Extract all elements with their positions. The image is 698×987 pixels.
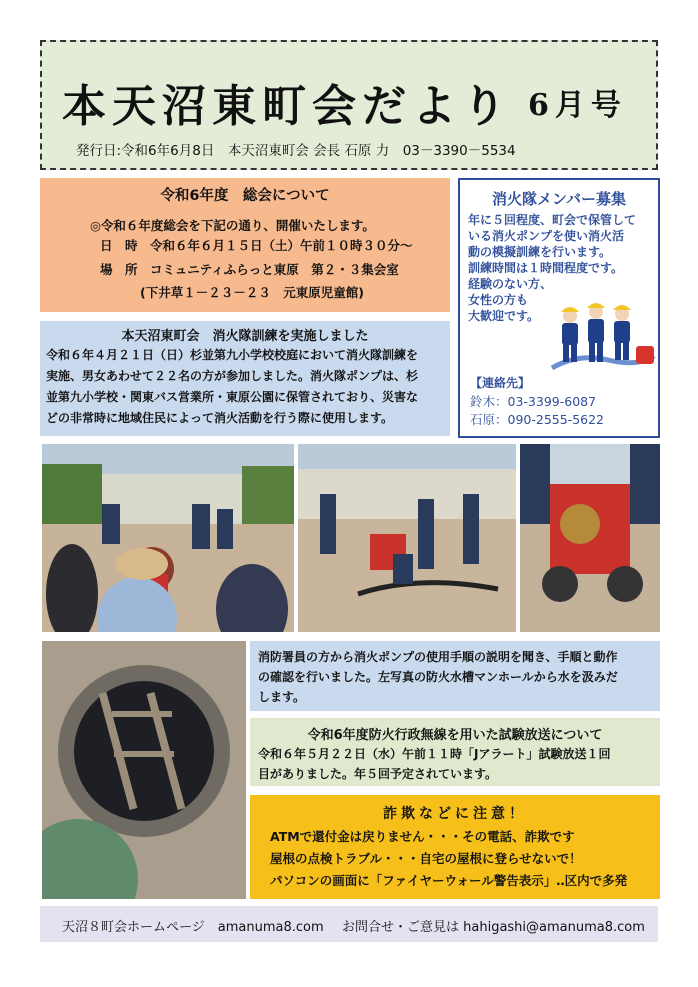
pump-instruction-note bbox=[250, 641, 660, 711]
masthead bbox=[40, 40, 658, 170]
general-meeting-notice bbox=[40, 178, 450, 312]
drill-body bbox=[46, 345, 418, 429]
fraud-line: パソコンの画面に「ファイヤーウォール警告表示」‥区内で多発 bbox=[270, 873, 628, 888]
meeting-date: 日 時 令和６年６月１５日（土）午前１０時３０分～ bbox=[100, 238, 413, 253]
firefighters-illustration bbox=[548, 298, 656, 374]
pump-photo bbox=[520, 444, 660, 632]
contact-phone: 鈴木：03-3399-6087 bbox=[470, 394, 597, 409]
drill-line: 並第九小学校・関東バス営業所・東原公園に保管されており、災害な bbox=[46, 390, 419, 404]
recruit-line: 経験のない方、 bbox=[468, 277, 553, 291]
pump-body bbox=[258, 647, 618, 707]
fire-drill-report bbox=[40, 321, 450, 436]
newsletter-title: 本天沼東町会だより bbox=[62, 81, 512, 132]
recruit-line: 大歓迎です。 bbox=[468, 309, 540, 323]
radio-body bbox=[258, 744, 610, 784]
contact-label: 【連絡先】 bbox=[470, 376, 531, 390]
manhole-photo bbox=[42, 641, 246, 899]
footer bbox=[40, 906, 658, 942]
pump-line: します。 bbox=[258, 690, 306, 704]
fraud-title: 詐欺などに注意！ bbox=[383, 806, 527, 822]
fraud-line: ATMで還付金は戻りません・・・その電話、詐欺です bbox=[270, 829, 575, 844]
meeting-line: ◎令和６年度総会を下記の通り、開催いたします。 bbox=[90, 218, 375, 233]
publication-info: 発行日:令和6年6月8日 本天沼東町会 会長 石原 力 03－3390－5534 bbox=[76, 143, 516, 159]
contact-phone: 石原：090-2555-5622 bbox=[470, 412, 605, 427]
issue-label: 6月号 bbox=[528, 88, 627, 123]
fire-team-recruitment bbox=[458, 178, 660, 438]
recruit-line: 女性の方も bbox=[468, 293, 529, 307]
drill-photo bbox=[42, 444, 294, 632]
recruit-line: 訓練時間は１時間程度です。 bbox=[468, 261, 624, 275]
drill-line: どの非常時に地域住民によって消火活動を行う際に使用します。 bbox=[46, 411, 394, 425]
drill-photo bbox=[298, 444, 516, 632]
fraud-warning bbox=[250, 795, 660, 899]
pump-line: 消防署員の方から消火ポンプの使用手順の説明を聞き、手順と動作 bbox=[258, 650, 618, 664]
recruit-line: いる消火ポンプを使い消火活 bbox=[468, 229, 625, 243]
drill-line: 令和６年４月２１日（日）杉並第九小学校校庭において消火隊訓練を bbox=[46, 348, 419, 362]
drill-line: 実施、男女あわせて２２名の方が参加しました。消火隊ポンプは、杉 bbox=[46, 369, 419, 383]
contact-email[interactable]: お問合せ・ご意見は hahigashi@amanuma8.com bbox=[342, 920, 645, 935]
recruit-line: 動の模擬訓練を行います。 bbox=[468, 245, 612, 259]
recruit-line: 年に５回程度、町会で保管して bbox=[468, 213, 637, 227]
pump-line: の確認を行いました。左写真の防火水槽マンホールから水を汲みだ bbox=[258, 670, 618, 684]
radio-title: 令和6年度防火行政無線を用いた試験放送について bbox=[307, 728, 603, 743]
radio-line: 令和６年５月２２日（水）午前１１時「Jアラート」試験放送１回 bbox=[258, 747, 611, 761]
homepage-link[interactable]: 天沼８町会ホームページ amanuma8.com bbox=[62, 920, 324, 935]
meeting-place: 場 所 コミュニティふらっと東原 第２・３集会室 bbox=[100, 262, 399, 277]
recruit-title: 消火隊メンバー募集 bbox=[492, 190, 626, 208]
meeting-address: (下井草１－２３－２３ 元東原児童館) bbox=[140, 285, 364, 300]
radio-test-notice bbox=[250, 718, 660, 786]
fraud-line: 屋根の点検トラブル・・・自宅の屋根に登らせないで！ bbox=[270, 851, 582, 866]
radio-line: 目がありました。年５回予定されています。 bbox=[258, 767, 498, 781]
meeting-title: 令和6年度 総会について bbox=[160, 188, 330, 204]
drill-title: 本天沼東町会 消火隊訓練を実施しました bbox=[121, 329, 369, 344]
